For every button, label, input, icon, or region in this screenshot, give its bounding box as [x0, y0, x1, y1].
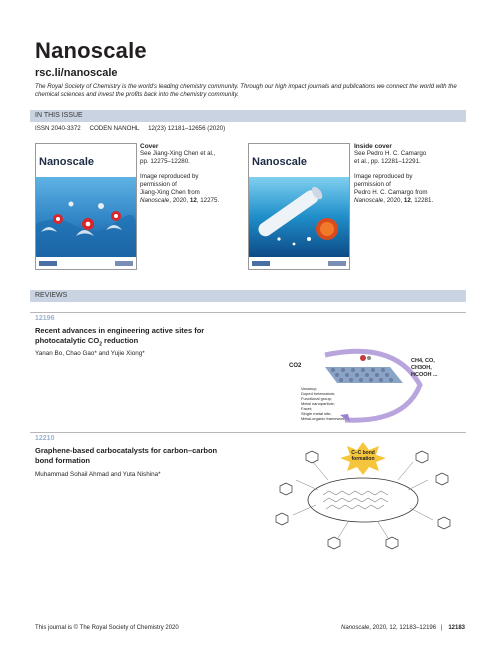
copyright-notice: This journal is © The Royal Society of Chemistry 2020: [35, 625, 179, 631]
active-site-item: Single metal site;: [301, 411, 332, 416]
co2-label: CO2: [289, 363, 302, 369]
active-site-item: Vacancy;: [301, 386, 318, 391]
in-this-issue-banner: IN THIS ISSUE: [30, 110, 466, 122]
cover-see-line2: pp. 12275–12280.: [140, 158, 190, 165]
active-site-item: Metal nanoparticle;: [301, 401, 335, 406]
review-page-number: 12210: [35, 435, 55, 442]
cover-repro-line3: Jiang-Xing Chen from: [140, 189, 200, 196]
cover-repro-line2: permission of: [140, 181, 177, 188]
inside-cover-repro-line2: permission of: [354, 181, 391, 188]
inside-cover-caption: [354, 143, 464, 205]
inside-cover-repro-line3: Pedro H. C. Camargo from: [354, 189, 428, 196]
inside-cover-see-line2: et al., pp. 12281–12291.: [354, 158, 421, 165]
product-line: CH4, CO,: [411, 358, 435, 364]
review-title[interactable]: Graphene-based carbocatalysts for carbon–carbon bond formation: [35, 446, 218, 465]
issn: ISSN 2040-3372: [35, 125, 81, 132]
review-page-number: 12196: [35, 315, 55, 322]
product-line: CH3OH,: [411, 365, 432, 371]
active-site-item: Functional group;: [301, 396, 332, 401]
journal-url[interactable]: rsc.li/nanoscale: [35, 67, 118, 79]
cover-image: [35, 143, 137, 270]
inside-cover-see-line1: See Pedro H. C. Camargo: [354, 150, 427, 157]
inside-cover-label: Inside cover: [354, 143, 392, 150]
divider: [30, 312, 466, 313]
inside-cover-image: [248, 143, 350, 270]
journal-title: Nanoscale: [35, 38, 147, 63]
cover-journal-title: Nanoscale: [39, 156, 95, 168]
cover-repro-line1: Image reproduced by: [140, 173, 199, 180]
page-citation: Nanoscale, 2020, 12, 12183–12196 | 12183: [340, 625, 465, 631]
cover-see-line1: See Jiang-Xing Chen et al.,: [140, 150, 216, 157]
active-site-item: Facet;: [301, 406, 313, 411]
reviews-banner: REVIEWS: [30, 290, 466, 302]
cover-caption: [140, 143, 240, 205]
review-title[interactable]: Recent advances in engineering active sites for photocatalytic $CO_2$ reduction: [35, 326, 205, 348]
issn-line: [35, 125, 232, 132]
toc-graphic-carbocatalysis: [268, 440, 468, 555]
coden: CODEN NANOHL: [89, 125, 140, 132]
cover-label: Cover: [140, 143, 159, 150]
active-site-item: Doped heteroatom;: [301, 391, 336, 396]
review-authors: Muhammad Sohail Ahmad and Yuta Nishina*: [35, 471, 161, 478]
review-authors: Yanan Bo, Chao Gao* and Yujie Xiong*: [35, 350, 145, 357]
product-line: HCOOH ...: [411, 372, 438, 378]
volume-info: 12(23) 12181–12656 (2020): [148, 125, 226, 132]
divider: [30, 432, 466, 433]
active-site-item: Metal-organic framework;: [301, 416, 347, 421]
rsc-tagline: The Royal Society of Chemistry is the world's leading chemistry community. Through our high impact journals and publications we connect the world with the chemical sciences and invest the profits back into the chemistry community.: [35, 83, 457, 98]
toc-graphic-photocatalysis: [285, 345, 465, 425]
inside-cover-repro-line1: Image reproduced by: [354, 173, 413, 180]
inside-cover-journal-title: Nanoscale: [252, 156, 308, 168]
cover-citation: Nanoscale, 2020, 12, 12275.: [140, 197, 220, 204]
inside-cover-citation: Nanoscale, 2020, 12, 12281.: [354, 197, 434, 204]
page-number: 12183: [448, 625, 465, 631]
cc-bond-badge: C–C bond formation: [351, 450, 375, 462]
